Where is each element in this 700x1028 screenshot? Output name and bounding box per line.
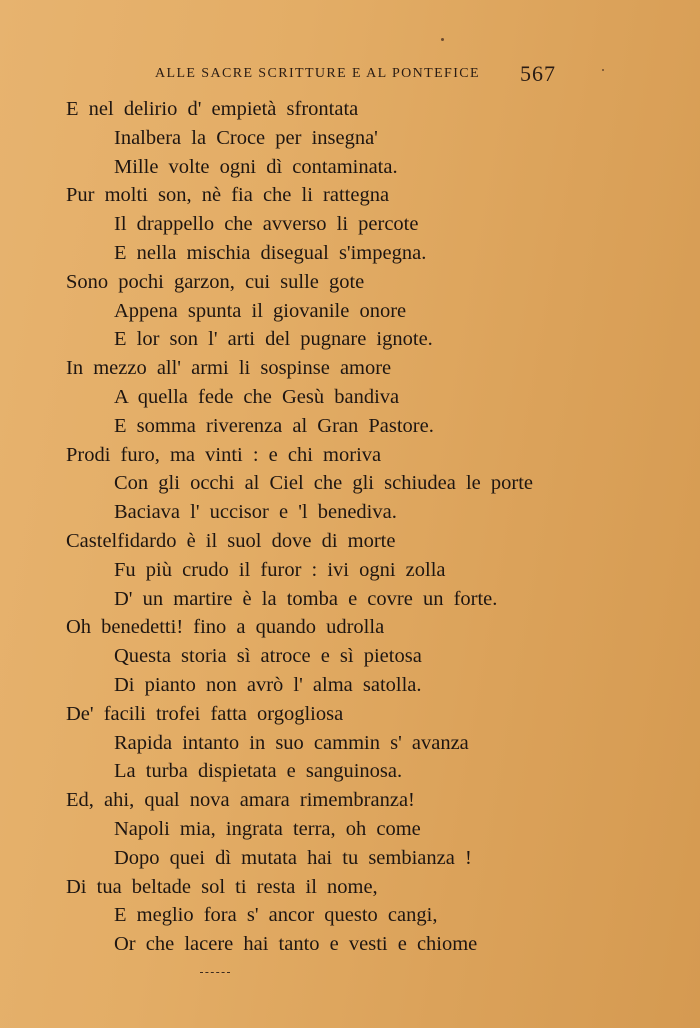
stanza bbox=[0, 354, 700, 440]
signature-mark-rule bbox=[200, 972, 230, 973]
verse-line: Appena spunta il giovanile onore bbox=[114, 299, 407, 322]
ink-speck bbox=[602, 69, 604, 71]
verse-line: Napoli mia, ingrata terra, oh come bbox=[114, 817, 421, 840]
verse-line: Castelfidardo è il suol dove di morte bbox=[66, 529, 396, 552]
verse-line: E nel delirio d' empietà sfrontata bbox=[66, 98, 359, 120]
verse-line: Fu più crudo il furor : ivi ogni zolla bbox=[114, 558, 446, 581]
verse-line: Or che lacere hai tanto e vesti e chiome bbox=[114, 933, 478, 956]
stanza bbox=[0, 786, 700, 872]
stanza bbox=[0, 268, 700, 354]
verse-line: In mezzo all' armi li sospinse amore bbox=[66, 357, 392, 380]
verse-line: E meglio fora s' ancor questo cangi, bbox=[114, 904, 438, 927]
verse-line: Pur molti son, nè fia che li rattegna bbox=[66, 184, 390, 207]
verse-line: Inalbera la Croce per insegna' bbox=[114, 126, 378, 149]
verse-line: Il drappello che avverso li percote bbox=[114, 213, 419, 236]
verse-line: Oh benedetti! fino a quando udrolla bbox=[66, 616, 385, 639]
stanza bbox=[0, 181, 700, 267]
stanza bbox=[0, 873, 700, 959]
running-title: ALLE SACRE SCRITTURE E AL PONTEFICE bbox=[155, 66, 480, 81]
stanza bbox=[0, 441, 700, 527]
verse-line: Mille volte ogni dì contaminata. bbox=[114, 155, 398, 178]
verse-line: Sono pochi garzon, cui sulle gote bbox=[66, 270, 365, 293]
verse-line: La turba dispietata e sanguinosa. bbox=[114, 760, 403, 783]
verse-line: Di tua beltade sol ti resta il nome, bbox=[66, 875, 378, 898]
verse-line: Dopo quei dì mutata hai tu sembianza ! bbox=[114, 846, 472, 869]
verse-line: Con gli occhi al Ciel che gli schiudea le porte bbox=[114, 472, 534, 495]
stanza bbox=[0, 700, 700, 786]
verse-line: Ed, ahi, qual nova amara rimembranza! bbox=[66, 789, 415, 812]
verse-line: A quella fede che Gesù bandiva bbox=[114, 385, 400, 408]
verse-line: Di pianto non avrò l' alma satolla. bbox=[114, 673, 422, 696]
verse-line: Baciava l' uccisor e 'l benediva. bbox=[114, 501, 397, 524]
verse-line: Questa storia sì atroce e sì pietosa bbox=[114, 645, 422, 668]
poem bbox=[0, 95, 700, 959]
verse-line: Prodi furo, ma vinti : e chi moriva bbox=[66, 443, 382, 466]
page-number: 567 bbox=[520, 61, 556, 86]
stanza bbox=[0, 95, 700, 181]
verse-line: D' un martire è la tomba e covre un forte. bbox=[114, 587, 498, 610]
stanza bbox=[0, 613, 700, 699]
ink-speck bbox=[441, 38, 444, 41]
verse-line: De' facili trofei fatta orgogliosa bbox=[66, 702, 344, 725]
verse-line: E somma riverenza al Gran Pastore. bbox=[114, 414, 434, 437]
verse-line: E nella mischia disegual s'impegna. bbox=[114, 241, 427, 264]
stanza bbox=[0, 527, 700, 613]
verse-line: E lor son l' arti del pugnare ignote. bbox=[114, 328, 433, 351]
verse-line: Rapida intanto in suo cammin s' avanza bbox=[114, 731, 469, 754]
